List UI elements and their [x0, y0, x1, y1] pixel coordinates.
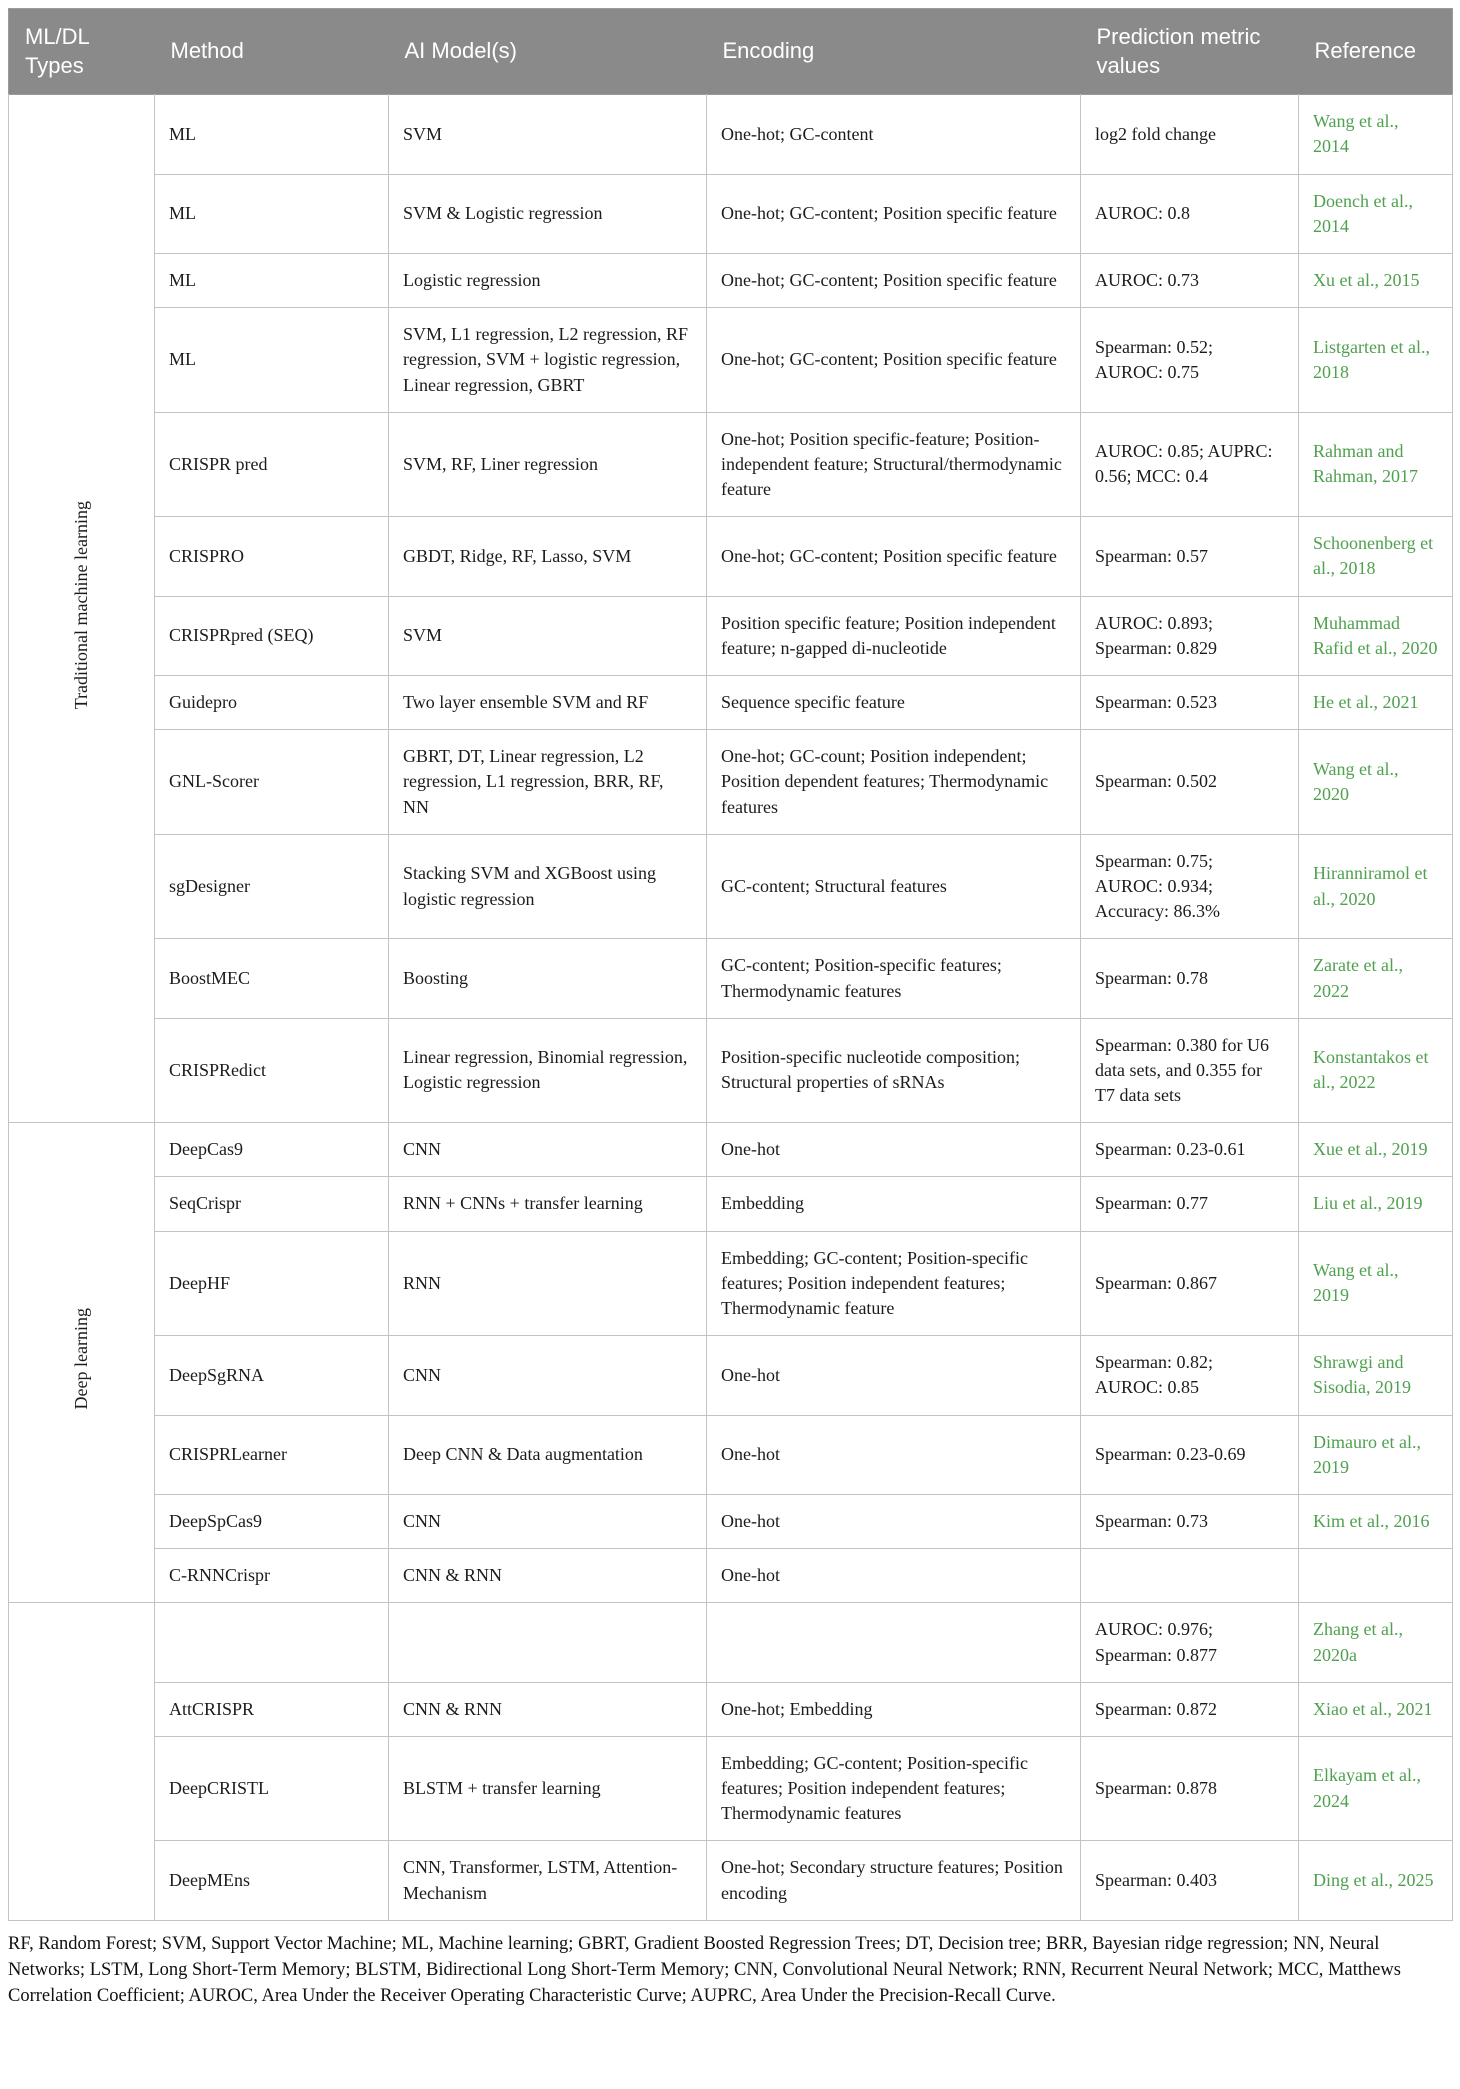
table-header	[9, 9, 1453, 95]
table-row	[9, 939, 1453, 1018]
reference-cell	[1299, 1841, 1453, 1920]
metric-values-cell: Spearman: 0.23-0.69	[1081, 1415, 1299, 1494]
metric-values-cell: log2 fold change	[1081, 95, 1299, 174]
metric-values-cell: Spearman: 0.523	[1081, 676, 1299, 730]
reference-link[interactable]: Konstantakos et al., 2022	[1313, 1047, 1429, 1093]
metric-values-cell: AUROC: 0.893; Spearman: 0.829	[1081, 596, 1299, 675]
mldl-type-cell	[9, 1123, 155, 1603]
method-cell: Guidepro	[155, 676, 389, 730]
encoding-cell: One-hot; Embedding	[707, 1682, 1081, 1736]
ai-model-cell: GBDT, Ridge, RF, Lasso, SVM	[389, 517, 707, 596]
table-row	[9, 730, 1453, 835]
reference-cell	[1299, 1736, 1453, 1841]
encoding-cell: Position specific feature; Position independent feature; n-gapped di-nucleotide	[707, 596, 1081, 675]
encoding-cell	[707, 1603, 1081, 1682]
reference-cell	[1299, 412, 1453, 517]
metric-values-cell: Spearman: 0.403	[1081, 1841, 1299, 1920]
ai-model-cell: BLSTM + transfer learning	[389, 1736, 707, 1841]
method-cell: DeepSpCas9	[155, 1494, 389, 1548]
encoding-cell: One-hot	[707, 1336, 1081, 1415]
reference-cell	[1299, 596, 1453, 675]
encoding-cell: One-hot; GC-content; Position specific feature	[707, 308, 1081, 413]
reference-cell	[1299, 676, 1453, 730]
reference-cell	[1299, 517, 1453, 596]
reference-link[interactable]: Listgarten et al., 2018	[1313, 336, 1430, 382]
table-body	[9, 95, 1453, 1921]
ai-model-cell: CNN	[389, 1336, 707, 1415]
encoding-cell: Embedding; GC-content; Position-specific features; Position independent features; Thermodynamic feature	[707, 1231, 1081, 1336]
method-cell: DeepSgRNA	[155, 1336, 389, 1415]
table-row	[9, 1336, 1453, 1415]
encoding-cell: One-hot; Secondary structure features; Position encoding	[707, 1841, 1081, 1920]
encoding-cell: One-hot; GC-count; Position independent; Position dependent features; Thermodynamic features	[707, 730, 1081, 835]
method-cell: ML	[155, 95, 389, 174]
mldl-type-cell	[9, 1603, 155, 1921]
encoding-cell: One-hot	[707, 1494, 1081, 1548]
method-cell: ML	[155, 308, 389, 413]
method-cell: AttCRISPR	[155, 1682, 389, 1736]
method-cell: DeepMEns	[155, 1841, 389, 1920]
ai-model-cell: Stacking SVM and XGBoost using logistic regression	[389, 834, 707, 939]
method-cell: sgDesigner	[155, 834, 389, 939]
method-cell: CRISPRLearner	[155, 1415, 389, 1494]
reference-cell	[1299, 939, 1453, 1018]
encoding-cell: Sequence specific feature	[707, 676, 1081, 730]
table-row	[9, 1841, 1453, 1920]
metric-values-cell: Spearman: 0.23-0.61	[1081, 1123, 1299, 1177]
reference-cell	[1299, 308, 1453, 413]
mldl-type-cell	[9, 95, 155, 1123]
encoding-cell: Position-specific nucleotide composition; Structural properties of sRNAs	[707, 1018, 1081, 1123]
reference-link[interactable]: Wang et al., 2020	[1313, 758, 1399, 804]
reference-cell	[1299, 1549, 1453, 1603]
reference-link[interactable]: Zhang et al., 2020a	[1313, 1619, 1403, 1665]
metric-values-cell: Spearman: 0.75; AUROC: 0.934; Accuracy: 86.3%	[1081, 834, 1299, 939]
table-row	[9, 517, 1453, 596]
ai-model-cell: CNN	[389, 1494, 707, 1548]
table-row	[9, 1494, 1453, 1548]
metric-values-cell: AUROC: 0.8	[1081, 174, 1299, 253]
table-row	[9, 1231, 1453, 1336]
reference-cell	[1299, 174, 1453, 253]
method-cell: BoostMEC	[155, 939, 389, 1018]
reference-cell	[1299, 730, 1453, 835]
encoding-cell: GC-content; Position-specific features; Thermodynamic features	[707, 939, 1081, 1018]
table-row	[9, 1549, 1453, 1603]
metric-values-cell: Spearman: 0.73	[1081, 1494, 1299, 1548]
ai-model-cell: SVM	[389, 596, 707, 675]
ai-model-cell: CNN, Transformer, LSTM, Attention-Mechanism	[389, 1841, 707, 1920]
metric-values-cell: Spearman: 0.78	[1081, 939, 1299, 1018]
ai-model-cell: CNN & RNN	[389, 1682, 707, 1736]
reference-link[interactable]: Wang et al., 2019	[1313, 1260, 1399, 1306]
reference-link[interactable]: Shrawgi and Sisodia, 2019	[1313, 1352, 1412, 1398]
metric-values-cell: Spearman: 0.867	[1081, 1231, 1299, 1336]
method-cell: CRISPRO	[155, 517, 389, 596]
method-cell: SeqCrispr	[155, 1177, 389, 1231]
metric-values-cell: Spearman: 0.502	[1081, 730, 1299, 835]
reference-cell	[1299, 1603, 1453, 1682]
method-cell: CRISPRedict	[155, 1018, 389, 1123]
abbreviations-footnote: RF, Random Forest; SVM, Support Vector Machine; ML, Machine learning; GBRT, Gradient Boosted Regression Trees; DT, Decision tree; BRR, Bayesian ridge regression; NN, Neural Networks; LSTM, Long Short-Term Memory; BLSTM, Bidirectional Long Short-Term Memory; CNN, Convolutional Neural Network; RNN, Recurrent Neural Network; MCC, Matthews Correlation Coefficient; AUROC, Area Under the Receiver Operating Characteristic Curve; AUPRC, Area Under the Precision-Recall Curve.	[8, 1933, 1401, 2007]
table-row	[9, 676, 1453, 730]
metric-values-cell: Spearman: 0.878	[1081, 1736, 1299, 1841]
table-row	[9, 1736, 1453, 1841]
encoding-cell: Embedding; GC-content; Position-specific features; Position independent features; Thermodynamic features	[707, 1736, 1081, 1841]
ai-model-cell: SVM, L1 regression, L2 regression, RF regression, SVM + logistic regression, Linear regression, GBRT	[389, 308, 707, 413]
encoding-cell: One-hot; GC-content; Position specific feature	[707, 253, 1081, 307]
table-row	[9, 1603, 1453, 1682]
reference-link[interactable]: Liu et al., 2019	[1313, 1193, 1423, 1214]
table-row	[9, 1415, 1453, 1494]
metric-values-cell: AUROC: 0.73	[1081, 253, 1299, 307]
metric-values-cell: AUROC: 0.85; AUPRC: 0.56; MCC: 0.4	[1081, 412, 1299, 517]
reference-link[interactable]: Kim et al., 2016	[1313, 1510, 1430, 1531]
encoding-cell: One-hot; Position specific-feature; Position-independent feature; Structural/thermodynamic feature	[707, 412, 1081, 517]
table-row	[9, 596, 1453, 675]
method-cell: ML	[155, 174, 389, 253]
reference-cell	[1299, 834, 1453, 939]
table-row	[9, 1123, 1453, 1177]
ai-model-cell: RNN	[389, 1231, 707, 1336]
reference-cell	[1299, 1336, 1453, 1415]
table-row	[9, 834, 1453, 939]
table-row	[9, 1018, 1453, 1123]
header-method: Method	[155, 9, 389, 95]
metric-values-cell: Spearman: 0.52; AUROC: 0.75	[1081, 308, 1299, 413]
header-ai-models: AI Model(s)	[389, 9, 707, 95]
method-cell: C-RNNCrispr	[155, 1549, 389, 1603]
method-cell: DeepCas9	[155, 1123, 389, 1177]
method-cell: CRISPRpred (SEQ)	[155, 596, 389, 675]
header-prediction-metrics: Prediction metric values	[1081, 9, 1299, 95]
encoding-cell: GC-content; Structural features	[707, 834, 1081, 939]
ai-model-cell: Logistic regression	[389, 253, 707, 307]
encoding-cell: One-hot; GC-content; Position specific feature	[707, 517, 1081, 596]
method-cell: GNL-Scorer	[155, 730, 389, 835]
header-reference: Reference	[1299, 9, 1453, 95]
reference-link[interactable]: Rahman and Rahman, 2017	[1313, 441, 1418, 487]
ai-model-cell: CNN	[389, 1123, 707, 1177]
reference-link[interactable]: Doench et al., 2014	[1313, 190, 1413, 236]
metric-values-cell: Spearman: 0.380 for U6 data sets, and 0.355 for T7 data sets	[1081, 1018, 1299, 1123]
ai-model-cell: SVM, RF, Liner regression	[389, 412, 707, 517]
table-row	[9, 1682, 1453, 1736]
method-cell: ML	[155, 253, 389, 307]
metric-values-cell: Spearman: 0.57	[1081, 517, 1299, 596]
reference-link[interactable]: Ding et al., 2025	[1313, 1870, 1434, 1891]
method-cell: CRISPR pred	[155, 412, 389, 517]
ai-model-cell: RNN + CNNs + transfer learning	[389, 1177, 707, 1231]
reference-cell	[1299, 1177, 1453, 1231]
reference-cell	[1299, 1123, 1453, 1177]
metric-values-cell: Spearman: 0.82; AUROC: 0.85	[1081, 1336, 1299, 1415]
reference-link[interactable]: He et al., 2021	[1313, 692, 1419, 712]
encoding-cell: One-hot; GC-content	[707, 95, 1081, 174]
header-encoding: Encoding	[707, 9, 1081, 95]
reference-link[interactable]: Hiranniramol et al., 2020	[1313, 863, 1428, 909]
ai-model-cell: Deep CNN & Data augmentation	[389, 1415, 707, 1494]
reference-link[interactable]: Xiao et al., 2021	[1313, 1698, 1433, 1719]
encoding-cell: One-hot	[707, 1549, 1081, 1603]
ai-model-cell: GBRT, DT, Linear regression, L2 regression, L1 regression, BRR, RF, NN	[389, 730, 707, 835]
reference-link[interactable]: Muhammad Rafid et al., 2020	[1313, 612, 1438, 658]
reference-cell	[1299, 1494, 1453, 1548]
metric-values-cell: Spearman: 0.872	[1081, 1682, 1299, 1736]
ai-model-cell: Linear regression, Binomial regression, Logistic regression	[389, 1018, 707, 1123]
method-cell: DeepHF	[155, 1231, 389, 1336]
ai-model-cell: SVM & Logistic regression	[389, 174, 707, 253]
reference-cell	[1299, 1415, 1453, 1494]
reference-link[interactable]: Elkayam et al., 2024	[1313, 1765, 1421, 1811]
reference-cell	[1299, 1231, 1453, 1336]
table-row	[9, 1177, 1453, 1231]
table-row	[9, 174, 1453, 253]
table-row	[9, 253, 1453, 307]
encoding-cell: Embedding	[707, 1177, 1081, 1231]
metric-values-cell	[1081, 1549, 1299, 1603]
reference-link[interactable]: Xue et al., 2019	[1313, 1139, 1428, 1160]
ai-model-cell: Two layer ensemble SVM and RF	[389, 676, 707, 730]
table-row	[9, 95, 1453, 174]
header-mldl-types: ML/DL Types	[9, 9, 155, 95]
method-cell	[155, 1603, 389, 1682]
mldl-type-label: Traditional machine learning	[70, 500, 91, 710]
method-cell: DeepCRISTL	[155, 1736, 389, 1841]
reference-link[interactable]: Zarate et al., 2022	[1313, 955, 1403, 1001]
encoding-cell: One-hot	[707, 1123, 1081, 1177]
reference-link[interactable]: Xu et al., 2015	[1313, 269, 1420, 290]
ai-model-cell	[389, 1603, 707, 1682]
metric-values-cell: Spearman: 0.77	[1081, 1177, 1299, 1231]
ai-model-cell: Boosting	[389, 939, 707, 1018]
reference-link[interactable]: Schoonenberg et al., 2018	[1313, 533, 1434, 579]
reference-cell	[1299, 1682, 1453, 1736]
table-row	[9, 412, 1453, 517]
encoding-cell: One-hot; GC-content; Position specific feature	[707, 174, 1081, 253]
ml-dl-methods-table	[8, 8, 1453, 1921]
table-row	[9, 308, 1453, 413]
reference-link[interactable]: Wang et al., 2014	[1313, 111, 1399, 157]
ai-model-cell: SVM	[389, 95, 707, 174]
reference-cell	[1299, 1018, 1453, 1123]
reference-cell	[1299, 253, 1453, 307]
encoding-cell: One-hot	[707, 1415, 1081, 1494]
reference-link[interactable]: Dimauro et al., 2019	[1313, 1431, 1421, 1477]
ai-model-cell: CNN & RNN	[389, 1549, 707, 1603]
header-row	[9, 9, 1453, 95]
metric-values-cell: AUROC: 0.976; Spearman: 0.877	[1081, 1603, 1299, 1682]
mldl-type-label: Deep learning	[70, 1308, 91, 1410]
reference-cell	[1299, 95, 1453, 174]
